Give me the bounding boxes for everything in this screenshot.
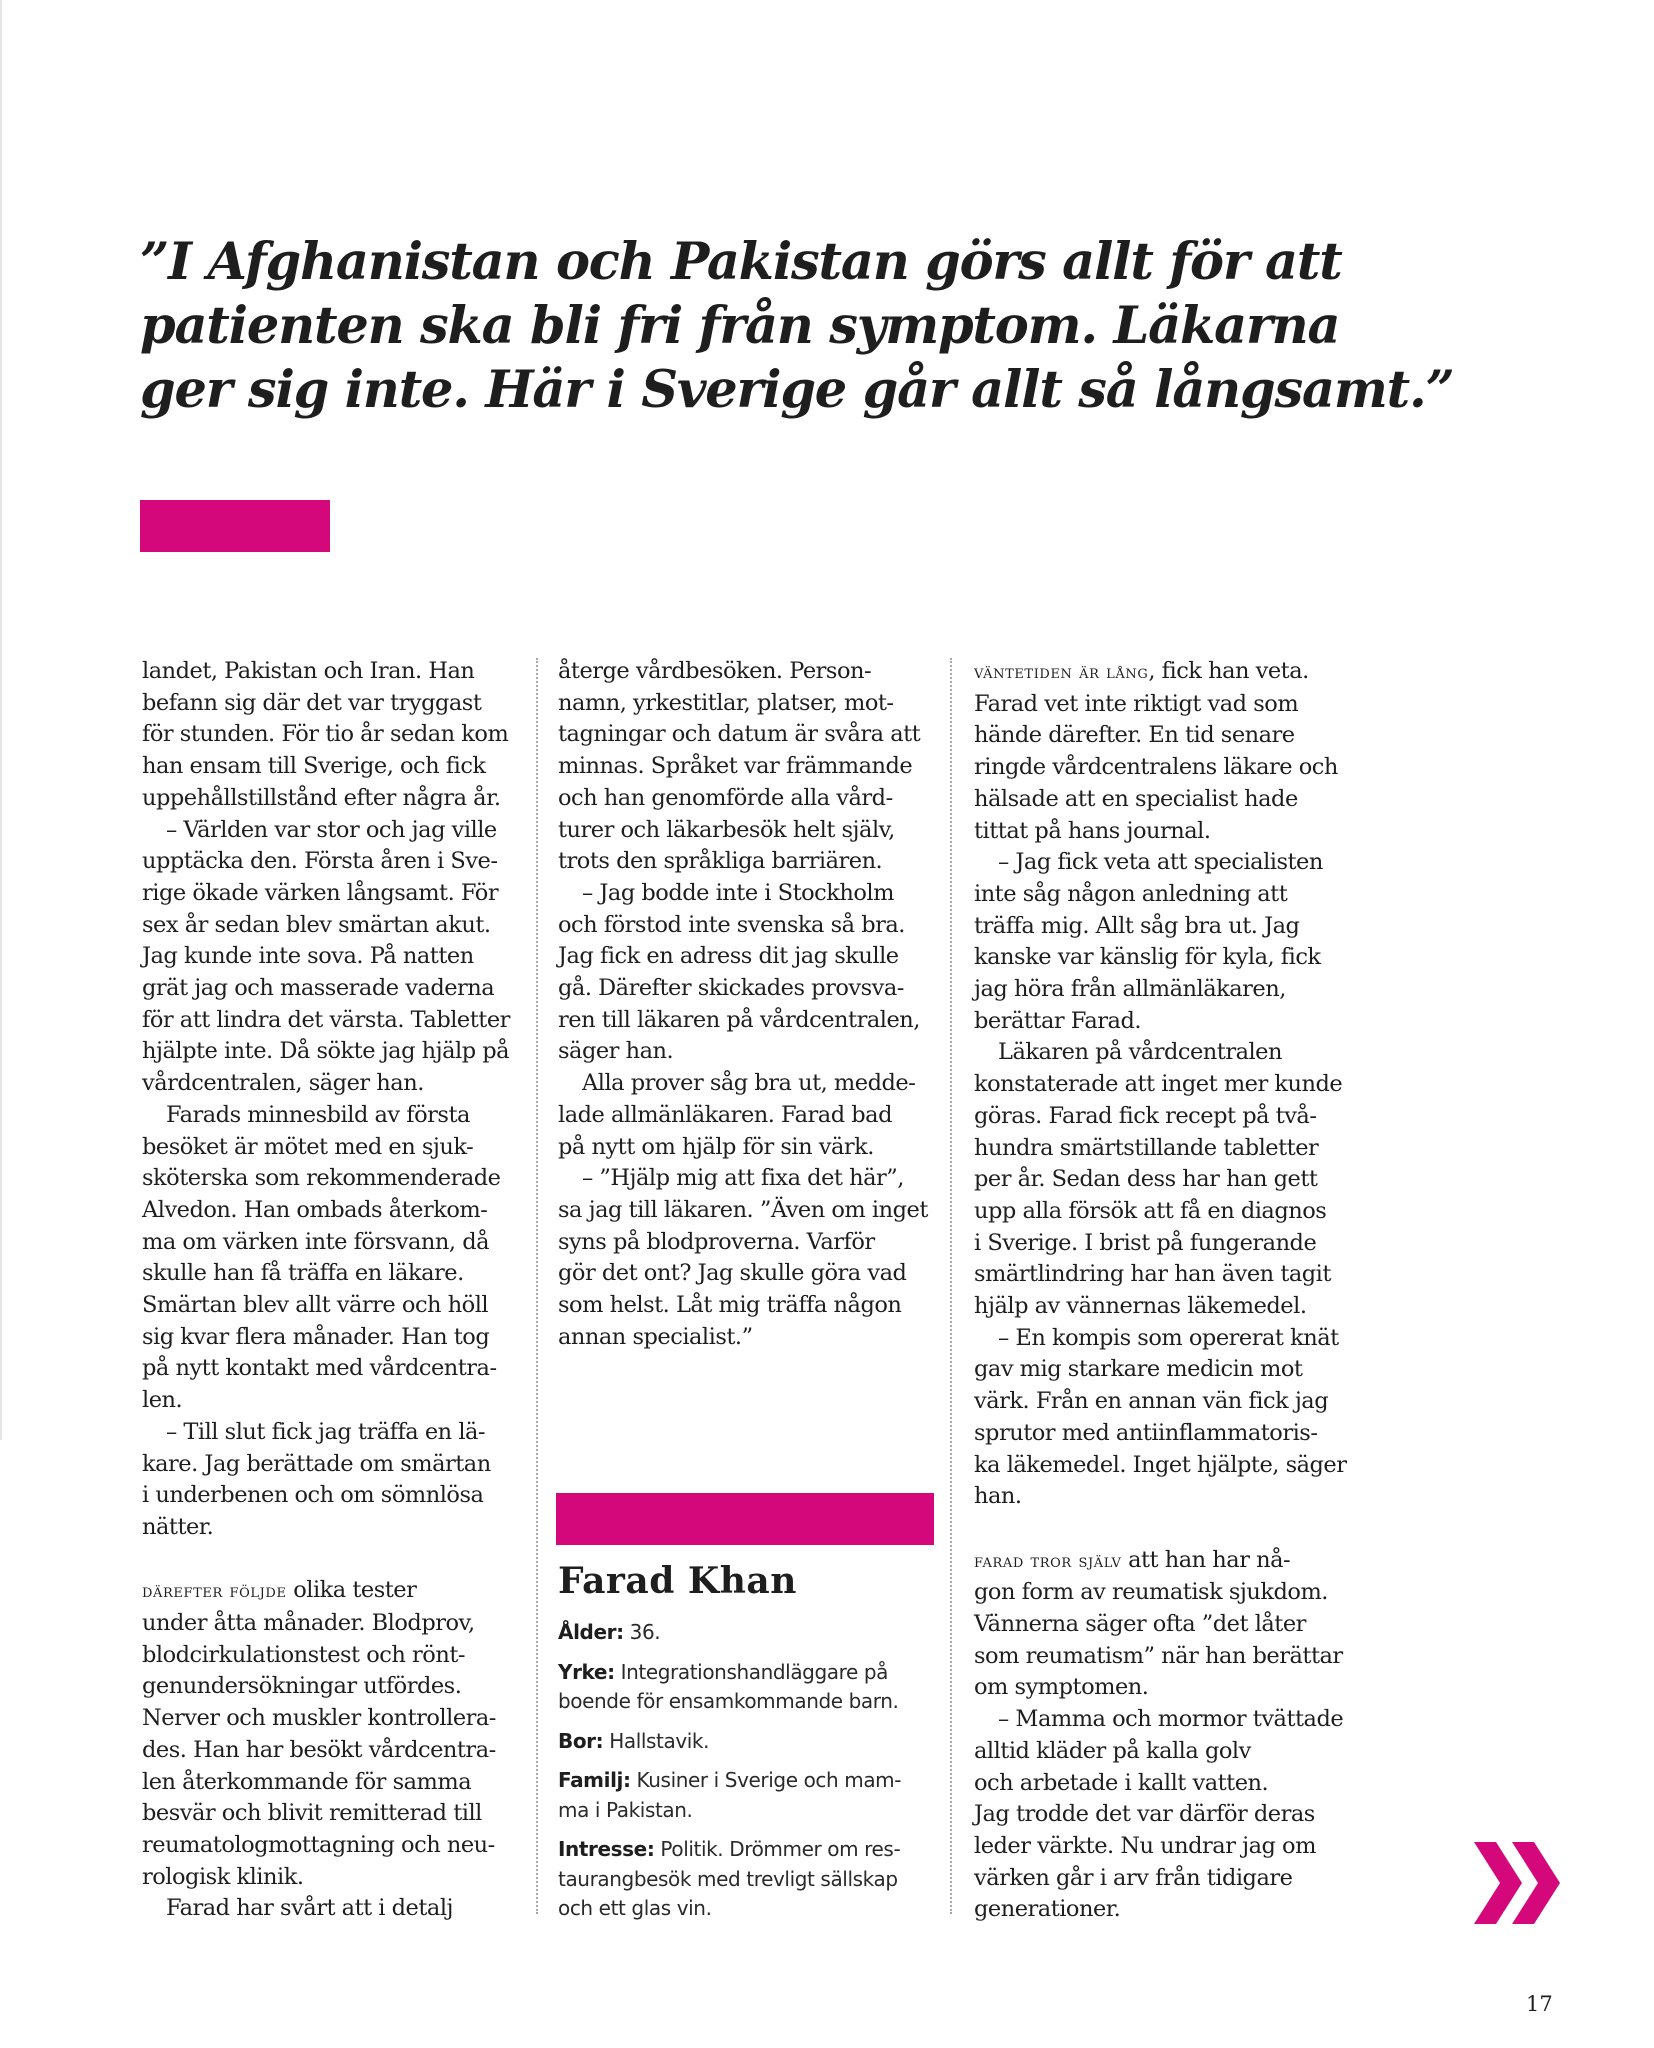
text-line: ringde vårdcentralens läkare och: [974, 754, 1338, 781]
article-column-2: [558, 656, 958, 1353]
text-line: [142, 1575, 542, 1608]
text-line: – Jag bodde inte i Stockholm: [582, 879, 894, 906]
text-line: Jag trodde det var därför deras: [974, 1801, 1315, 1828]
fact-line: och ett glas vin.: [558, 1896, 712, 1920]
fact-line: [558, 1835, 938, 1865]
text-fragment: , fick han veta.: [1148, 658, 1309, 684]
page-number: 17: [1526, 1992, 1553, 2016]
text-line: och han genomförde alla vård-: [558, 784, 893, 811]
fact-label: Ålder:: [558, 1620, 624, 1644]
fact-interest: [558, 1835, 938, 1924]
text-line: värken går i arv från tidigare: [974, 1864, 1293, 1891]
text-line: på nytt kontakt med vårdcentra-: [142, 1355, 497, 1382]
fact-line: [558, 1658, 938, 1688]
fact-value: Kusiner i Sverige och mam-: [630, 1768, 902, 1792]
text-line: namn, yrkestitlar, platser, mot-: [558, 689, 894, 716]
pull-quote-line: ger sig inte. Här i Sverige går allt så långsamt.”: [140, 360, 1454, 420]
text-line: sköterska som rekommenderade: [142, 1165, 501, 1192]
text-line: tagningar och datum är svåra att: [558, 721, 921, 748]
text-line: Jag fick en adress dit jag skulle: [558, 943, 899, 970]
fact-value: 36.: [623, 1620, 661, 1644]
text-line: hjälp av vännernas läkemedel.: [974, 1293, 1307, 1320]
pull-quote-line: ”I Afghanistan och Pakistan görs allt för att: [140, 232, 1342, 292]
text-line: besöket är mötet med en sjuk-: [142, 1133, 474, 1160]
fact-value: Hallstavik.: [603, 1728, 710, 1753]
text-line: len.: [142, 1387, 183, 1414]
text-line: generationer.: [974, 1896, 1121, 1923]
lead-in: farad tror själv: [974, 1549, 1122, 1572]
text-line: hände därefter. En tid senare: [974, 722, 1295, 749]
text-fragment: olika tester: [286, 1577, 417, 1604]
text-line: reumatologmottagning och neu-: [142, 1832, 495, 1858]
text-line: rige ökade värken långsamt. För: [142, 879, 499, 906]
text-line: landet, Pakistan och Iran. Han: [142, 658, 475, 684]
text-line: ren till läkaren på vårdcentralen,: [558, 1006, 920, 1033]
paragraph-gap: [974, 1513, 1374, 1545]
text-line: säger han.: [558, 1038, 674, 1065]
text-line: – Mamma och mormor tvättade: [998, 1706, 1344, 1733]
text-line: trots den språkliga barriären.: [558, 848, 883, 875]
text-line: på nytt om hjälp för sin värk.: [558, 1133, 874, 1160]
text-line: Alla prover såg bra ut, medde-: [582, 1070, 916, 1097]
accent-bar: [140, 500, 330, 552]
text-line: Läkaren på vårdcentralen: [998, 1039, 1282, 1066]
fact-job: [558, 1658, 938, 1717]
fact-line: boende för ensamkommande barn.: [558, 1689, 899, 1713]
text-line: minnas. Språket var främmande: [558, 753, 913, 780]
text-line: genundersökningar utfördes.: [142, 1673, 462, 1700]
text-line: Farad vet inte riktigt vad som: [974, 690, 1299, 717]
text-line: hjälpte inte. Då sökte jag hjälp på: [142, 1038, 510, 1065]
fact-line: taurangbesök med trevligt sällskap: [558, 1866, 898, 1891]
text-line: återge vårdbesöken. Person-: [558, 658, 872, 684]
text-line: gå. Därefter skickades provsva-: [558, 975, 904, 1002]
text-line: turer och läkarbesök helt själv,: [558, 816, 895, 843]
text-line: uppehållstillstånd efter några år.: [142, 784, 501, 811]
double-chevron-right-icon[interactable]: [1470, 1838, 1566, 1928]
text-line: ka läkemedel. Inget hjälpte, säger: [974, 1451, 1347, 1478]
text-line: Vännerna säger ofta ”det låter: [974, 1611, 1306, 1638]
fact-box: [558, 1618, 938, 1934]
text-line: – En kompis som opererat knät: [998, 1324, 1339, 1351]
page-edge-rule: [0, 0, 2, 1440]
text-line: upptäcka den. Första åren i Sve-: [142, 848, 498, 875]
text-line: skulle han få träffa en läkare.: [142, 1260, 464, 1287]
text-line: som helst. Låt mig träffa någon: [558, 1292, 902, 1319]
text-line: leder värkte. Nu undrar jag om: [974, 1833, 1316, 1859]
text-line: berättar Farad.: [974, 1007, 1142, 1034]
fact-box-accent-bar: [556, 1493, 934, 1545]
fact-label: Intresse:: [558, 1837, 655, 1861]
article-column-1: [142, 656, 542, 1925]
text-line: – Världen var stor och jag ville: [166, 816, 497, 843]
text-line: besvär och blivit remitterad till: [142, 1800, 482, 1827]
text-line: blodcirkulationstest och rönt-: [142, 1641, 465, 1668]
text-line: tittat på hans journal.: [974, 817, 1211, 844]
text-line: hälsade att en specialist hade: [974, 785, 1298, 812]
text-line: – Jag fick veta att specialisten: [998, 849, 1323, 876]
text-line: och förstod inte svenska så bra.: [558, 911, 905, 938]
text-line: ma om värken inte försvann, då: [142, 1228, 490, 1255]
text-line: Smärtan blev allt värre och höll: [142, 1292, 489, 1319]
text-line: des. Han har besökt vårdcentra-: [142, 1736, 496, 1763]
text-line: kanske var känslig för kyla, fick: [974, 944, 1321, 971]
article-column-3: [974, 656, 1374, 1926]
fact-label: Familj:: [558, 1768, 631, 1792]
text-line: vårdcentralen, säger han.: [142, 1070, 424, 1097]
text-line: syns på blodproverna. Varför: [558, 1228, 875, 1255]
text-line: i underbenen och om sömnlösa: [142, 1482, 484, 1509]
text-line: under åtta månader. Blodprov,: [142, 1610, 475, 1637]
text-line: sex år sedan blev smärtan akut.: [142, 911, 491, 938]
text-line: för stunden. För tio år sedan kom: [142, 721, 509, 748]
text-line: gör det ont? Jag skulle göra vad: [558, 1260, 907, 1287]
text-line: rologisk klinik.: [142, 1863, 304, 1890]
text-line: upp alla försök att få en diagnos: [974, 1197, 1327, 1224]
fact-line: [558, 1766, 938, 1796]
text-line: Farad har svårt att i detalj: [166, 1895, 454, 1922]
text-fragment: att han har nå-: [1121, 1546, 1291, 1573]
text-line: som reumatism” när han berättar: [974, 1642, 1343, 1669]
text-line: göras. Farad fick recept på två-: [974, 1102, 1317, 1129]
text-line: nätter.: [142, 1513, 214, 1540]
fact-home: [558, 1727, 938, 1757]
paragraph-gap: [142, 1544, 542, 1576]
text-line: han.: [974, 1483, 1022, 1510]
fact-label: Bor:: [558, 1728, 604, 1753]
fact-box-name: Farad Khan: [558, 1560, 797, 1602]
text-line: lade allmänläkaren. Farad bad: [558, 1101, 892, 1128]
text-line: – Till slut fick jag träffa en lä-: [166, 1418, 486, 1445]
text-line: värk. Från en annan vän fick jag: [974, 1388, 1329, 1415]
text-line: och arbetade i kallt vatten.: [974, 1769, 1269, 1796]
fact-family: [558, 1766, 938, 1825]
text-line: sig kvar flera månader. Han tog: [142, 1323, 490, 1350]
text-line: i Sverige. I brist på fungerande: [974, 1229, 1317, 1256]
text-line: konstaterade att inget mer kunde: [974, 1071, 1343, 1098]
text-line: kare. Jag berättade om smärtan: [142, 1450, 491, 1477]
text-line: smärtlindring har han även tagit: [974, 1261, 1331, 1288]
text-line: Farads minnesbild av första: [166, 1101, 470, 1128]
text-line: sa jag till läkaren. ”Även om inget: [558, 1196, 928, 1223]
text-line: hundra smärtstillande tabletter: [974, 1134, 1319, 1161]
text-line: len återkommande för samma: [142, 1768, 472, 1795]
text-line: han ensam till Sverige, och fick: [142, 753, 486, 780]
fact-value: Integrationshandläggare på: [614, 1659, 889, 1684]
text-line: [974, 1545, 1374, 1578]
text-line: jag höra från allmänläkaren,: [974, 976, 1286, 1003]
text-line: Alvedon. Han ombads återkom-: [142, 1196, 488, 1223]
text-line: gav mig starkare medicin mot: [974, 1356, 1303, 1383]
text-line: för att lindra det värsta. Tabletter: [142, 1006, 510, 1033]
text-line: – ”Hjälp mig att fixa det här”,: [582, 1165, 904, 1192]
text-line: annan specialist.”: [558, 1323, 753, 1350]
text-line: Jag kunde inte sova. På natten: [142, 943, 474, 970]
text-line: per år. Sedan dess har han gett: [974, 1166, 1318, 1193]
lead-in: väntetiden är lång: [974, 661, 1149, 683]
text-line: sprutor med antiinflammatoris-: [974, 1419, 1318, 1446]
text-line: gon form av reumatisk sjukdom.: [974, 1579, 1328, 1606]
text-line: om symptomen.: [974, 1674, 1149, 1701]
text-line: [974, 656, 1374, 689]
text-line: grät jag och masserade vaderna: [142, 975, 495, 1002]
fact-label: Yrke:: [558, 1659, 615, 1684]
text-line: befann sig där det var tryggast: [142, 689, 482, 716]
text-line: träffa mig. Allt såg bra ut. Jag: [974, 912, 1300, 939]
text-line: Nerver och muskler kontrollera-: [142, 1705, 496, 1732]
fact-age: [558, 1618, 938, 1648]
fact-line: ma i Pakistan.: [558, 1797, 693, 1822]
text-line: inte såg någon anledning att: [974, 880, 1288, 907]
fact-value: Politik. Drömmer om res-: [654, 1837, 901, 1861]
lead-in: därefter följde: [142, 1580, 287, 1603]
pull-quote: [140, 230, 1454, 422]
pull-quote-line: patienten ska bli fri från symptom. Läkarna: [140, 296, 1340, 356]
text-line: alltid kläder på kalla golv: [974, 1737, 1251, 1764]
